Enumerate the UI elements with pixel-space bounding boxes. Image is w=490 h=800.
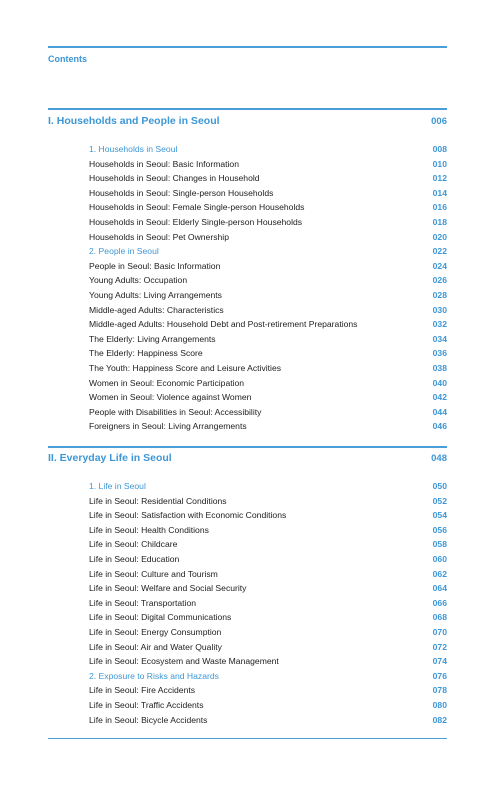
section-title: II. Everyday Life in Seoul [48, 452, 172, 464]
toc-entry-title: Life in Seoul: Ecosystem and Waste Management [89, 656, 279, 667]
toc-entry-page-number: 038 [432, 362, 447, 373]
toc-entry[interactable] [89, 610, 447, 625]
toc-entry-page-number: 036 [432, 348, 447, 359]
toc-entry-title: The Elderly: Happiness Score [89, 348, 203, 359]
toc-entry[interactable] [89, 523, 447, 538]
toc-entry[interactable] [89, 390, 447, 405]
toc-subsection-heading[interactable] [89, 142, 447, 157]
toc-entry-title: 1. Life in Seoul [89, 481, 146, 491]
toc-entry-page-number: 014 [432, 187, 447, 198]
section-page-number: 048 [431, 453, 447, 464]
toc-entry-page-number: 058 [432, 539, 447, 550]
toc-entry-title: Households in Seoul: Female Single-person Households [89, 202, 305, 213]
toc-entry-page-number: 008 [432, 144, 447, 154]
toc-entry[interactable] [89, 200, 447, 215]
toc-entry-page-number: 054 [432, 510, 447, 521]
toc-entry-page-number: 028 [432, 289, 447, 300]
toc-entry-page-number: 070 [432, 626, 447, 637]
toc-entry[interactable] [89, 215, 447, 230]
toc-entry-title: Foreigners in Seoul: Living Arrangements [89, 421, 247, 432]
toc-entry[interactable] [89, 567, 447, 582]
toc-entry-title: Life in Seoul: Welfare and Social Security [89, 583, 247, 594]
toc-entry-page-number: 040 [432, 377, 447, 388]
toc-entry[interactable] [89, 171, 447, 186]
toc-entry-page-number: 050 [432, 481, 447, 491]
toc-entry-page-number: 082 [432, 714, 447, 725]
toc-entry-page-number: 060 [432, 553, 447, 564]
toc-entry-page-number: 064 [432, 583, 447, 594]
top-rule [48, 46, 447, 48]
toc-entry[interactable] [89, 625, 447, 640]
toc-entry[interactable] [89, 581, 447, 596]
toc-entry-page-number: 066 [432, 597, 447, 608]
toc-entry-title: Women in Seoul: Economic Participation [89, 377, 245, 388]
toc-entry-page-number: 024 [432, 260, 447, 271]
toc-entry[interactable] [89, 259, 447, 274]
contents-label: Contents [48, 54, 87, 64]
toc-entry-page-number: 062 [432, 568, 447, 579]
toc-entry[interactable] [89, 640, 447, 655]
toc-entries [89, 142, 447, 434]
section-page-number: 006 [431, 116, 447, 127]
toc-entries [89, 479, 447, 727]
toc-entry-title: Households in Seoul: Elderly Single-person Households [89, 216, 303, 227]
toc-entry[interactable] [89, 273, 447, 288]
toc-entry-title: Life in Seoul: Air and Water Quality [89, 641, 222, 652]
toc-entry-title: Life in Seoul: Energy Consumption [89, 626, 222, 637]
toc-entry-title: Households in Seoul: Basic Information [89, 158, 239, 169]
toc-entry-title: Life in Seoul: Bicycle Accidents [89, 714, 208, 725]
toc-subsection-heading[interactable] [89, 479, 447, 494]
toc-entry[interactable] [89, 508, 447, 523]
toc-entry-title: Life in Seoul: Childcare [89, 539, 178, 550]
toc-entry[interactable] [89, 346, 447, 361]
toc-entry[interactable] [89, 361, 447, 376]
toc-entry-page-number: 012 [432, 173, 447, 184]
section-rule [48, 108, 447, 110]
toc-entry-page-number: 020 [432, 231, 447, 242]
section-rule [48, 446, 447, 448]
toc-entry-page-number: 022 [432, 246, 447, 257]
toc-entry[interactable] [89, 288, 447, 303]
toc-entry-page-number: 046 [432, 421, 447, 432]
toc-entry-title: Life in Seoul: Culture and Tourism [89, 568, 218, 579]
toc-entry-page-number: 076 [432, 670, 447, 681]
toc-entry[interactable] [89, 332, 447, 347]
toc-entry[interactable] [89, 317, 447, 332]
toc-entry[interactable] [89, 537, 447, 552]
toc-entry[interactable] [89, 596, 447, 611]
toc-entry[interactable] [89, 157, 447, 172]
toc-entry-title: 2. People in Seoul [89, 246, 159, 257]
toc-entry-title: The Elderly: Living Arrangements [89, 333, 216, 344]
toc-entry[interactable] [89, 654, 447, 669]
toc-entry-title: Life in Seoul: Digital Communications [89, 612, 232, 623]
toc-entry-page-number: 056 [432, 524, 447, 535]
toc-entry[interactable] [89, 303, 447, 318]
toc-entry-page-number: 016 [432, 202, 447, 213]
toc-entry[interactable] [89, 494, 447, 509]
toc-entry-title: Households in Seoul: Pet Ownership [89, 231, 229, 242]
toc-entry-page-number: 018 [432, 216, 447, 227]
toc-entry-page-number: 044 [432, 406, 447, 417]
toc-entry-title: People in Seoul: Basic Information [89, 260, 221, 271]
bottom-rule [48, 738, 447, 739]
toc-entry-title: Life in Seoul: Fire Accidents [89, 685, 196, 696]
toc-entry-page-number: 026 [432, 275, 447, 286]
toc-entry-title: Life in Seoul: Satisfaction with Economic Conditions [89, 510, 287, 521]
toc-entry-title: Households in Seoul: Changes in Household [89, 173, 260, 184]
toc-subsection-heading[interactable] [89, 669, 447, 684]
toc-entry[interactable] [89, 405, 447, 420]
toc-entry-page-number: 034 [432, 333, 447, 344]
toc-entry-page-number: 072 [432, 641, 447, 652]
toc-entry-page-number: 032 [432, 319, 447, 330]
section-title: I. Households and People in Seoul [48, 115, 220, 127]
toc-entry[interactable] [89, 552, 447, 567]
toc-entry[interactable] [89, 186, 447, 201]
toc-entry-title: Young Adults: Living Arrangements [89, 289, 222, 300]
toc-entry-title: 2. Exposure to Risks and Hazards [89, 670, 219, 681]
toc-entry-page-number: 042 [432, 392, 447, 403]
toc-entry-page-number: 010 [432, 158, 447, 169]
toc-subsection-heading[interactable] [89, 244, 447, 259]
toc-entry-title: Life in Seoul: Traffic Accidents [89, 699, 204, 710]
toc-entry-page-number: 052 [432, 495, 447, 506]
toc-entry-page-number: 078 [432, 685, 447, 696]
toc-entry[interactable] [89, 683, 447, 698]
toc-entry[interactable] [89, 419, 447, 434]
toc-entry-title: Women in Seoul: Violence against Women [89, 392, 252, 403]
toc-entry-title: People with Disabilities in Seoul: Accessibility [89, 406, 262, 417]
toc-entry-title: Middle-aged Adults: Household Debt and Post-retirement Preparations [89, 319, 358, 330]
toc-entry-page-number: 080 [432, 699, 447, 710]
toc-entry-title: Young Adults: Occupation [89, 275, 188, 286]
toc-entry-title: 1. Households in Seoul [89, 144, 178, 154]
toc-entry[interactable] [89, 698, 447, 713]
toc-entry-title: The Youth: Happiness Score and Leisure Activities [89, 362, 282, 373]
toc-entry-page-number: 074 [432, 656, 447, 667]
toc-entry-page-number: 030 [432, 304, 447, 315]
toc-entry-title: Life in Seoul: Health Conditions [89, 524, 209, 535]
toc-entry-title: Life in Seoul: Education [89, 553, 180, 564]
toc-entry[interactable] [89, 713, 447, 728]
toc-entry-page-number: 068 [432, 612, 447, 623]
toc-entry[interactable] [89, 376, 447, 391]
toc-entry[interactable] [89, 230, 447, 245]
toc-entry-title: Households in Seoul: Single-person Households [89, 187, 274, 198]
toc-entry-title: Life in Seoul: Transportation [89, 597, 197, 608]
toc-entry-title: Life in Seoul: Residential Conditions [89, 495, 227, 506]
toc-entry-title: Middle-aged Adults: Characteristics [89, 304, 224, 315]
